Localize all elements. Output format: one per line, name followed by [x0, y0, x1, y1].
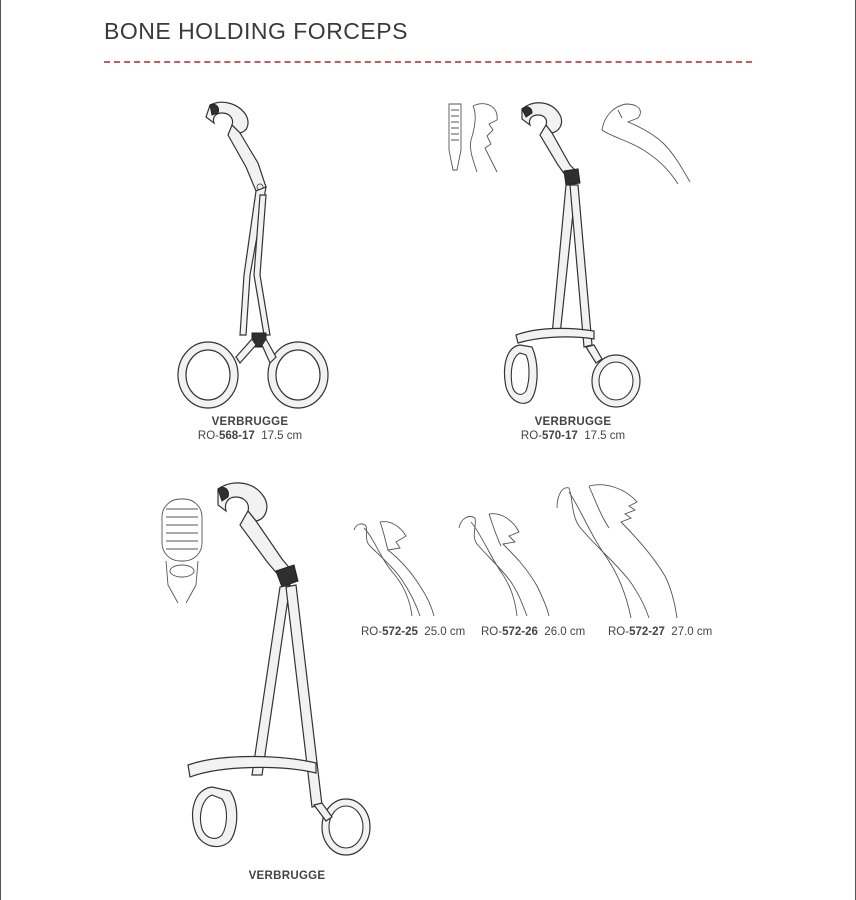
- product-code-prefix: RO-: [197, 430, 219, 442]
- variant-size: 25.0 cm: [424, 626, 466, 638]
- variant-code-prefix: RO-: [481, 626, 503, 638]
- variant-code-number: 572-25: [382, 626, 418, 638]
- product-name: VERBRUGGE: [534, 416, 612, 428]
- variant-code-prefix: RO-: [608, 626, 630, 638]
- product-size: 17.5 cm: [584, 430, 626, 442]
- variant-jaw-sketch-572-27: [553, 480, 683, 620]
- variant-jaw-sketch-572-25: [350, 518, 440, 618]
- variant-size: 27.0 cm: [671, 626, 713, 638]
- product-code-number: 570-17: [541, 430, 578, 442]
- forceps-illustration-568: [170, 95, 340, 415]
- product-caption-568: [175, 415, 325, 443]
- product-caption-572: [212, 869, 362, 883]
- product-name: VERBRUGGE: [211, 416, 289, 428]
- variant-code-number: 572-26: [502, 626, 538, 638]
- variant-code-number: 572-27: [629, 626, 665, 638]
- page-title: BONE HOLDING FORCEPS: [104, 18, 408, 44]
- variant-size: 26.0 cm: [544, 626, 586, 638]
- product-size: 17.5 cm: [261, 430, 303, 442]
- forceps-illustration-570: [498, 95, 648, 415]
- variant-caption-572-26: [481, 626, 585, 638]
- title-divider: [104, 61, 752, 63]
- product-name: VERBRUGGE: [248, 870, 326, 882]
- page-border-left: [0, 0, 1, 900]
- variant-jaw-sketch-572-26: [455, 510, 555, 618]
- jaw-detail-sketch-front: [445, 100, 505, 175]
- product-caption-570: [498, 415, 648, 443]
- variant-code-prefix: RO-: [361, 626, 383, 638]
- variant-caption-572-27: [608, 626, 712, 638]
- product-code-number: 568-17: [218, 430, 255, 442]
- product-code-prefix: RO-: [520, 430, 542, 442]
- variant-caption-572-25: [361, 626, 465, 638]
